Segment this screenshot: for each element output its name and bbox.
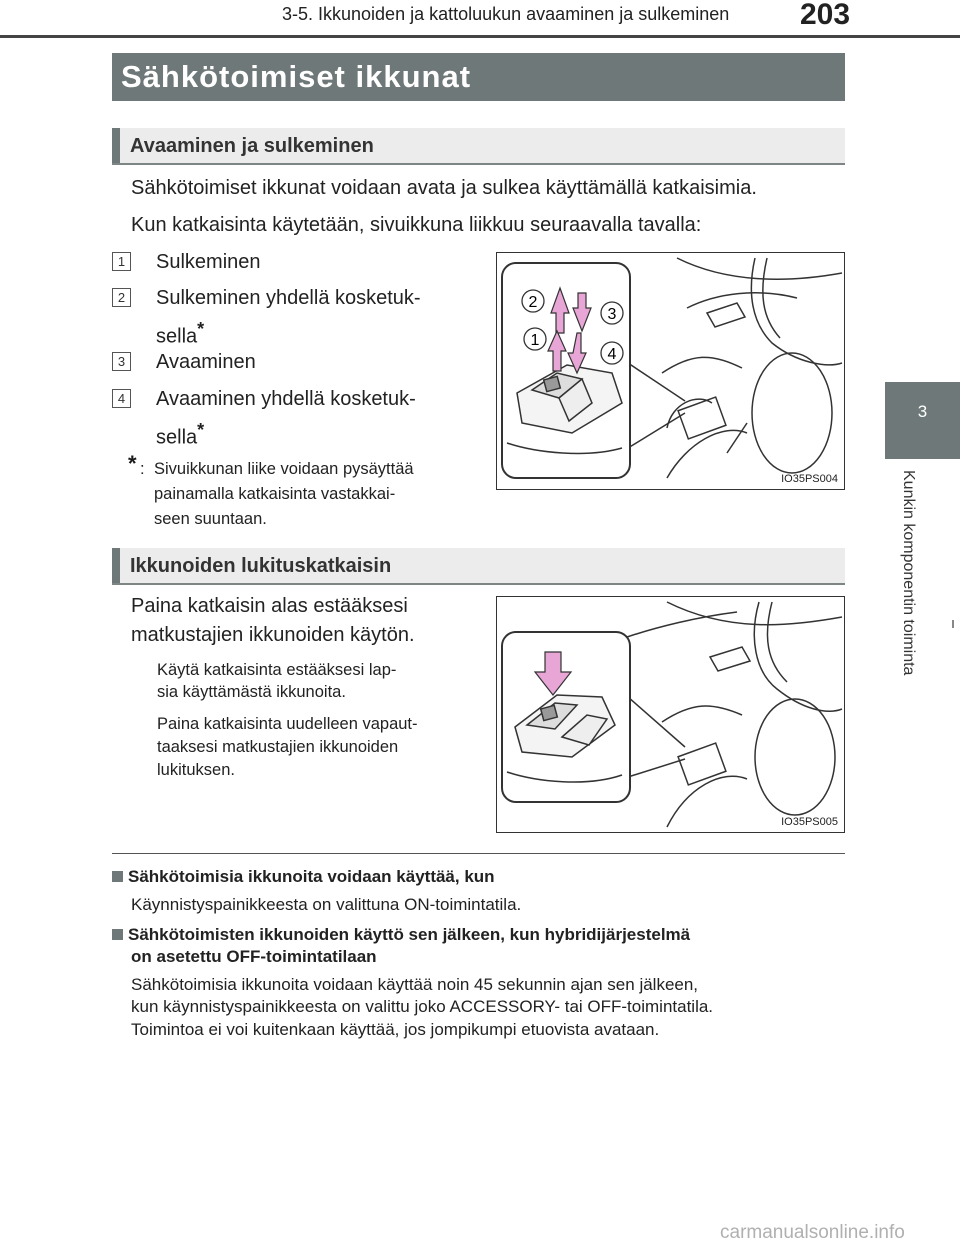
item-number-2: 2	[112, 288, 131, 307]
subheading-bar	[112, 548, 120, 583]
lock-note-2-line-3: lukituksen.	[157, 761, 235, 779]
note-2-text-line-2: kun käynnistyspainikkeesta on valittu joko ACCESSORY- tai OFF-toimintatila.	[131, 997, 714, 1016]
subheading-opening-closing	[112, 128, 845, 165]
figure-1-label-3: 3	[607, 306, 617, 323]
subheading-text: Ikkunoiden lukituskatkaisin	[130, 555, 392, 577]
note-2-text-line-1: Sähkötoimisia ikkunoita voidaan käyttää noin 45 sekunnin ajan sen jälkeen,	[131, 975, 699, 994]
item-4-text-line2	[156, 417, 204, 451]
lock-paragraph-line-1: Paina katkaisin alas estääksesi	[131, 595, 408, 617]
header-rule	[0, 35, 960, 38]
figure-window-lock-switch	[496, 596, 845, 833]
item-number-1: 1	[112, 252, 131, 271]
figure-1-label-1: 1	[530, 332, 540, 349]
note-2-heading-line-2: on asetettu OFF-toimintatilaan	[131, 947, 377, 966]
running-header-section: 3-5. Ikkunoiden ja kattoluukun avaaminen ja sulkeminen	[282, 4, 730, 24]
figure-1-label-2: 2	[528, 294, 538, 311]
lock-note-1-line-1: Käytä katkaisinta estääksesi lap-	[157, 661, 397, 679]
figure-2-illustration	[497, 597, 843, 831]
page-number: 203	[800, 0, 851, 31]
item-4-text-sella: sella	[156, 426, 198, 449]
subheading-window-lock	[112, 548, 845, 585]
subheading-text: Avaaminen ja sulkeminen	[130, 135, 374, 157]
note-2-heading-text: Sähkötoimisten ikkunoiden käyttö sen jälkeen, kun hybridijärjestelmä	[128, 925, 691, 944]
footnote-line-2: painamalla katkaisinta vastakkai-	[154, 485, 396, 503]
item-2-text-line1: Sulkeminen yhdellä kosketuk-	[156, 287, 421, 309]
intro-paragraph-1: Sähkötoimiset ikkunat voidaan avata ja sulkea käyttämällä katkaisimia.	[131, 177, 757, 199]
item-1-text: Sulkeminen	[156, 251, 261, 273]
item-number-4: 4	[112, 389, 131, 408]
note-1-bullet	[112, 871, 123, 882]
item-4-text-line1: Avaaminen yhdellä kosketuk-	[156, 388, 416, 410]
footnote-line-1: Sivuikkunan liike voidaan pysäyttää	[154, 460, 414, 478]
note-2-heading-line-1	[112, 924, 845, 946]
side-tick	[952, 620, 954, 628]
notes-separator	[112, 853, 845, 854]
item-2-text-sella: sella	[156, 325, 198, 348]
lock-note-2-line-2: taaksesi matkustajien ikkunoiden	[157, 738, 399, 756]
footnote-line-3: seen suuntaan.	[154, 510, 267, 528]
page-title: Sähkötoimiset ikkunat	[112, 53, 845, 101]
figure-1-id: IO35PS004	[781, 473, 838, 485]
footer-watermark: carmanualsonline.info	[720, 1222, 905, 1243]
item-4-asterisk: *	[197, 420, 205, 440]
subheading-bar	[112, 128, 120, 163]
figure-1-label-4: 4	[607, 346, 617, 363]
figure-1-illustration	[497, 253, 843, 488]
item-3-text: Avaaminen	[156, 351, 256, 373]
note-2-text-line-3: Toimintoa ei voi kuitenkaan käyttää, jos jompikumpi etuovista avataan.	[131, 1020, 660, 1039]
figure-window-switch-operation	[496, 252, 845, 490]
intro-paragraph-2: Kun katkaisinta käytetään, sivuikkuna liikkuu seuraavalla tavalla:	[131, 214, 702, 236]
chapter-tab-label	[895, 470, 925, 730]
chapter-tab-number: 3	[917, 402, 928, 421]
lock-paragraph-line-2: matkustajien ikkunoiden käytön.	[131, 624, 415, 646]
lock-note-2-line-1: Paina katkaisinta uudelleen vapaut-	[157, 715, 418, 733]
item-number-3: 3	[112, 352, 131, 371]
item-2-asterisk: *	[197, 319, 205, 339]
figure-2-id: IO35PS005	[781, 816, 838, 828]
note-1-heading-text: Sähkötoimisia ikkunoita voidaan käyttää, kun	[128, 867, 495, 886]
lock-note-1-line-2: sia käyttämästä ikkunoita.	[157, 683, 346, 701]
footnote-asterisk: *	[128, 451, 137, 476]
note-2-bullet	[112, 929, 123, 940]
item-2-text-line2	[156, 316, 204, 350]
footnote-colon: :	[140, 460, 145, 478]
chapter-tab-label-text: Kunkin komponentin toiminta	[900, 470, 917, 676]
note-1-heading	[112, 866, 845, 888]
note-1-text: Käynnistyspainikkeesta on valittuna ON-toimintatila.	[131, 895, 522, 914]
